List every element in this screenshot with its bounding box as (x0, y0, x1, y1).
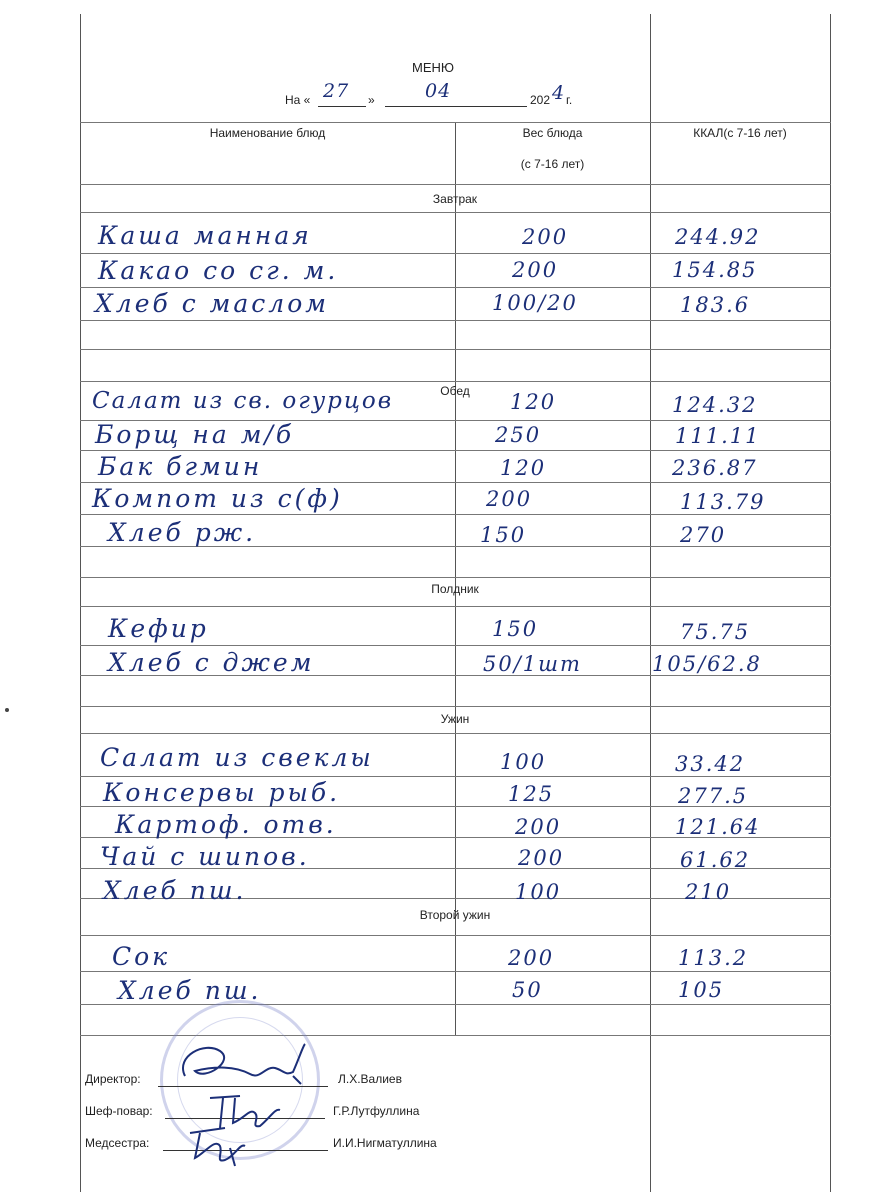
date-day-line (318, 106, 366, 107)
row-line (80, 645, 831, 646)
date-month: 04 (425, 80, 452, 102)
dish-weight: 150 (492, 617, 539, 641)
dish-kcal: 270 (680, 523, 727, 547)
dish-kcal: 277.5 (678, 784, 749, 808)
table-border-left (80, 14, 81, 1192)
row-line (80, 349, 831, 350)
dish-weight: 50/1шт (483, 652, 582, 676)
row-line (80, 606, 831, 607)
dish-weight: 200 (522, 225, 569, 249)
date-year-prefix: 202 (530, 93, 551, 107)
dish-name: Борщ на м/б (95, 420, 295, 449)
signature-role: Директор: (85, 1072, 141, 1086)
dish-name: Хлеб пш. (103, 876, 247, 905)
table-border-right (830, 14, 831, 1192)
row-line (80, 253, 831, 254)
dish-weight: 100 (515, 880, 562, 904)
dish-kcal: 113.2 (678, 946, 749, 970)
dish-name: Какао со сг. м. (98, 256, 339, 285)
dish-weight: 200 (508, 946, 555, 970)
date-month-line (385, 106, 527, 107)
column-header-dish: Наименование блюд (209, 126, 326, 140)
dish-name: Каша манная (98, 221, 312, 250)
dish-kcal: 113.79 (680, 490, 766, 514)
dish-name: Картоф. отв. (115, 810, 337, 839)
dish-kcal: 75.75 (680, 620, 751, 644)
row-line (80, 122, 831, 123)
row-line (80, 320, 831, 321)
dish-weight: 125 (508, 782, 555, 806)
dish-name: Хлеб рж. (108, 518, 257, 547)
dish-weight: 50 (512, 978, 543, 1002)
column-header-weight: Вес блюда (522, 126, 583, 140)
column-header-weight-age: (с 7-16 лет) (520, 157, 585, 171)
signature-role: Шеф-повар: (85, 1104, 153, 1118)
dish-kcal: 183.6 (680, 293, 751, 317)
director-signature (165, 1036, 315, 1091)
date-year-digit: 4 (552, 82, 566, 104)
dish-kcal: 244.92 (675, 225, 761, 249)
section-title-breakfast: Завтрак (432, 192, 478, 206)
signature-name: И.И.Нигматуллина (333, 1136, 437, 1150)
section-title-dinner: Ужин (440, 712, 470, 726)
date-prefix: На « (285, 93, 311, 107)
dish-name: Чай с шипов. (100, 842, 310, 871)
dish-weight: 200 (515, 815, 562, 839)
dish-name: Бак бгмин (98, 452, 263, 481)
dish-name: Хлеб с джем (108, 648, 315, 677)
row-line (80, 733, 831, 734)
date-mid: » (368, 93, 375, 107)
dish-name: Салат из свеклы (100, 743, 374, 772)
dish-kcal: 33.42 (675, 752, 746, 776)
dish-weight: 200 (486, 487, 533, 511)
dish-name: Кефир (108, 614, 209, 643)
scan-speck (5, 708, 9, 712)
row-line (80, 184, 831, 185)
dish-name: Хлеб пш. (118, 976, 262, 1005)
dish-kcal: 121.64 (675, 815, 761, 839)
row-line (80, 482, 831, 483)
row-line (80, 287, 831, 288)
dish-name: Консервы рыб. (103, 778, 341, 807)
dish-kcal: 61.62 (680, 848, 751, 872)
dish-kcal: 210 (685, 880, 732, 904)
signature-name: Г.Р.Лутфуллина (333, 1104, 420, 1118)
dish-weight: 100/20 (492, 291, 578, 315)
row-line (80, 971, 831, 972)
dish-name: Хлеб с маслом (95, 289, 329, 318)
section-title-second-dinner: Второй ужин (419, 908, 491, 922)
row-line (80, 381, 831, 382)
row-line (80, 577, 831, 578)
dish-kcal: 124.32 (672, 393, 758, 417)
row-line (80, 935, 831, 936)
dish-weight: 120 (500, 456, 547, 480)
row-line (80, 450, 831, 451)
column-header-kcal: ККАЛ(с 7-16 лет) (693, 126, 787, 140)
dish-weight: 120 (510, 390, 557, 414)
dish-weight: 200 (512, 258, 559, 282)
row-line (80, 776, 831, 777)
nurse-signature (185, 1118, 255, 1168)
date-day: 27 (323, 80, 350, 102)
row-line (80, 514, 831, 515)
dish-kcal: 105 (678, 978, 725, 1002)
row-line (80, 212, 831, 213)
date-year-suffix: г. (566, 93, 573, 107)
menu-title: МЕНЮ (412, 60, 455, 75)
dish-kcal: 236.87 (672, 456, 758, 480)
dish-weight: 200 (518, 846, 565, 870)
column-divider-2 (650, 14, 651, 1192)
dish-kcal: 111.11 (675, 424, 761, 448)
dish-kcal: 105/62.8 (652, 652, 762, 676)
section-title-lunch: Обед (440, 384, 470, 398)
dish-name: Компот из с(ф) (92, 484, 343, 513)
signature-role: Медсестра: (85, 1136, 150, 1150)
row-line (80, 706, 831, 707)
dish-weight: 100 (500, 750, 547, 774)
dish-kcal: 154.85 (672, 258, 758, 282)
dish-weight: 250 (495, 423, 542, 447)
dish-name: Салат из св. огурцов (92, 388, 394, 414)
signature-name: Л.Х.Валиев (338, 1072, 402, 1086)
section-title-snack: Полдник (431, 582, 479, 596)
dish-weight: 150 (480, 523, 527, 547)
dish-name: Сок (112, 942, 171, 971)
